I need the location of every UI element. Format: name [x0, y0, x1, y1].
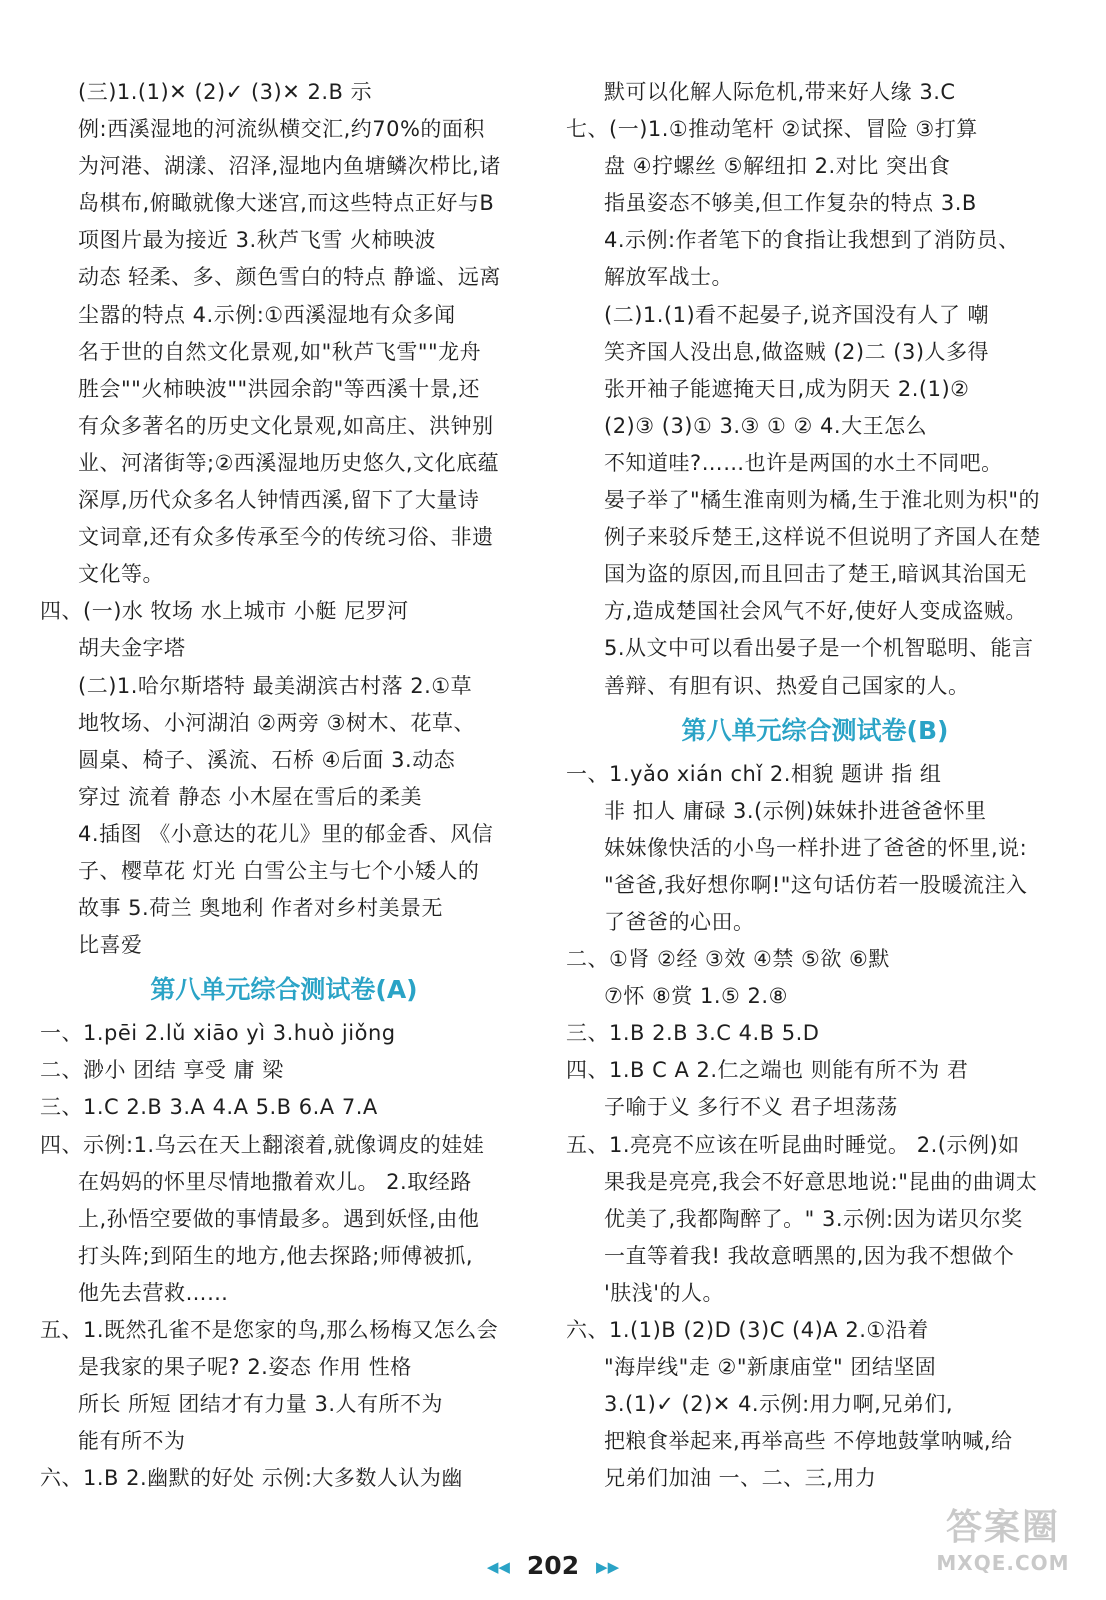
answer-line: 在妈妈的怀里尽情地撒着欢儿。 2.取经路 [78, 1169, 472, 1194]
answer-line: 晏子举了"橘生淮南则为橘,生于淮北则为枳"的 [604, 488, 1040, 513]
answer-line: 四、(一)水 牧场 水上城市 小艇 尼罗河 [40, 599, 409, 624]
answer-line: 七、(一)1.①推动笔杆 ②试探、冒险 ③打算 [566, 117, 978, 142]
answer-line: 深厚,历代众多名人钟情西溪,留下了大量诗 [78, 488, 480, 513]
answer-line: 文化等。 [78, 562, 164, 587]
answer-line: 名于世的自然文化景观,如"秋芦飞雪""龙舟 [78, 339, 482, 364]
answer-line: 5.从文中可以看出晏子是一个机智聪明、能言 [604, 636, 1034, 661]
answer-line: 三、1.C 2.B 3.A 4.A 5.B 6.A 7.A [40, 1095, 378, 1120]
answer-line: 3.(1)✓ (2)✕ 4.示例:用力啊,兄弟们, [604, 1392, 954, 1417]
answer-line: 善辩、有胆有识、热爱自己国家的人。 [604, 673, 970, 698]
answer-line: 默可以化解人际危机,带来好人缘 3.C [604, 80, 956, 104]
answer-line: 五、1.既然孔雀不是您家的鸟,那么杨梅又怎么会 [40, 1318, 499, 1342]
answer-line: 所长 所短 团结才有力量 3.人有所不为 [78, 1392, 444, 1417]
answer-line: 了爸爸的心田。 [604, 909, 755, 934]
answer-line: 业、河渚街等;②西溪湿地历史悠久,文化底蕴 [78, 450, 500, 475]
answer-line: 4.示例:作者笔下的食指让我想到了消防员、 [604, 228, 1020, 253]
answer-line: 解放军战士。 [604, 265, 733, 290]
next-arrows-icon: ▶▶ [596, 1558, 620, 1576]
answer-line: 穿过 流着 静态 小木屋在雪后的柔美 [78, 784, 423, 809]
answer-line: (2)③ (3)① 3.③ ① ② 4.大王怎么 [604, 413, 928, 438]
heading-unit8-test-a: 第八单元综合测试卷(A) [150, 975, 418, 1005]
answer-line: ⑦怀 ⑧赏 1.⑤ 2.⑧ [604, 984, 788, 1009]
answer-line: (三)1.(1)✕ (2)✓ (3)✕ 2.B 示 [78, 80, 373, 104]
answer-line: 是我家的果子呢? 2.姿态 作用 性格 [78, 1355, 412, 1380]
answer-line: 胡夫金字塔 [78, 636, 186, 661]
answer-line: 动态 轻柔、多、颜色雪白的特点 静谧、远离 [78, 265, 501, 290]
answer-line: 指虽姿态不够美,但工作复杂的特点 3.B [604, 191, 977, 216]
answer-line: 胜会""火柿映波""洪园余韵"等西溪十景,还 [78, 376, 480, 401]
answer-line: 子、樱草花 灯光 白雪公主与七个小矮人的 [78, 858, 480, 883]
answer-line: 四、1.B C A 2.仁之端也 则能有所不为 君 [566, 1058, 969, 1083]
answer-line: 例子来驳斥楚王,这样说不但说明了齐国人在楚 [604, 525, 1042, 550]
answer-line: '肤浅'的人。 [604, 1280, 725, 1305]
answer-line: 为河港、湖漾、沼泽,湿地内鱼塘鳞次栉比,诸 [78, 154, 501, 179]
watermark-text: 答案圈 [945, 1507, 1060, 1548]
answer-line: 优美了,我都陶醉了。" 3.示例:因为诺贝尔奖 [604, 1206, 1023, 1231]
answer-line: 果我是亮亮,我会不好意思地说:"昆曲的曲调太 [604, 1169, 1038, 1194]
answer-line: 六、1.(1)B (2)D (3)C (4)A 2.①沿着 [566, 1318, 929, 1342]
answer-line: 一、1.yǎo xián chǐ 2.相貌 题讲 指 组 [566, 761, 942, 786]
answer-line: 非 扣人 庸碌 3.(示例)妹妹扑进爸爸怀里 [604, 798, 987, 823]
answer-line: 故事 5.荷兰 奥地利 作者对乡村美景无 [78, 896, 444, 921]
heading-unit8-test-b: 第八单元综合测试卷(B) [681, 715, 949, 745]
answer-line: 4.插图 《小意达的花儿》里的郁金香、风信 [78, 821, 494, 846]
answer-line: 张开袖子能遮掩天日,成为阴天 2.(1)② [604, 376, 970, 401]
answer-line: (二)1.哈尔斯塔特 最美湖滨古村落 2.①草 [78, 673, 473, 698]
left-answers-block-1 [40, 74, 528, 964]
answer-line: 三、1.B 2.B 3.C 4.B 5.D [566, 1021, 820, 1046]
answer-line: 岛棋布,俯瞰就像大迷宫,而这些特点正好与B [78, 191, 495, 216]
answer-line: (二)1.(1)看不起晏子,说齐国没有人了 嘲 [604, 302, 990, 327]
answer-line: 项图片最为接近 3.秋芦飞雪 火柿映波 [78, 228, 436, 253]
answer-line: 比喜爱 [78, 933, 143, 958]
answer-line: 国为盗的原因,而且回击了楚王,暗讽其治国无 [604, 562, 1027, 587]
right-column [566, 74, 1064, 1497]
answer-line: 方,造成楚国社会风气不好,使好人变成盗贼。 [604, 599, 1027, 624]
answer-line: 地牧场、小河湖泊 ②两旁 ③树木、花草、 [78, 710, 476, 735]
answer-line: 有众多著名的历史文化景观,如高庄、洪钟别 [78, 413, 494, 438]
answer-line: 圆桌、椅子、溪流、石桥 ④后面 3.动态 [78, 747, 456, 772]
answer-line: 二、渺小 团结 享受 庸 梁 [40, 1058, 284, 1083]
answer-line: 文词章,还有众多传承至今的传统习俗、非遗 [78, 525, 494, 550]
answer-line: 打头阵;到陌生的地方,他去探路;师傅被抓, [78, 1243, 473, 1268]
answer-line: 一、1.pēi 2.lǔ xiāo yì 3.huò jiǒng [40, 1021, 396, 1046]
answer-line: 子喻于义 多行不义 君子坦荡荡 [604, 1095, 898, 1120]
prev-arrows-icon: ◀◀ [486, 1558, 510, 1576]
answer-line: 他先去营救…… [78, 1280, 229, 1305]
answer-line: 四、示例:1.乌云在天上翻滚着,就像调皮的娃娃 [40, 1132, 485, 1157]
answer-line: 妹妹像快活的小鸟一样扑进了爸爸的怀里,说: [604, 835, 1028, 860]
answer-line: 兄弟们加油 一、二、三,用力 [604, 1466, 877, 1491]
answer-line: 笑齐国人没出息,做盗贼 (2)二 (3)人多得 [604, 339, 990, 364]
answer-line: 一直等着我! 我故意晒黑的,因为我不想做个 [604, 1243, 1015, 1268]
answer-line: 能有所不为 [78, 1429, 186, 1454]
page-number: 202 [526, 1551, 580, 1580]
answer-line: "海岸线"走 ②"新康庙堂" 团结坚固 [604, 1355, 937, 1380]
right-answers-block-2 [566, 756, 1064, 1498]
answer-line: 二、①肾 ②经 ③效 ④禁 ⑤欲 ⑥默 [566, 947, 890, 972]
answer-line: 把粮食举起来,再举高些 不停地鼓掌呐喊,给 [604, 1429, 1013, 1454]
watermark-url: MXQE.COM [936, 1551, 1070, 1575]
left-answers-block-2 [40, 1015, 528, 1497]
answer-line: 五、1.亮亮不应该在听昆曲时睡觉。 2.(示例)如 [566, 1132, 1020, 1157]
answer-line: "爸爸,我好想你啊!"这句话仿若一股暖流注入 [604, 872, 1028, 897]
answer-line: 上,孙悟空要做的事情最多。遇到妖怪,由他 [78, 1206, 480, 1231]
answer-line: 例:西溪湿地的河流纵横交汇,约70%的面积 [78, 117, 485, 142]
right-answers-block-1 [566, 74, 1064, 705]
answer-line: 六、1.B 2.幽默的好处 示例:大多数人认为幽 [40, 1466, 463, 1491]
answer-line: 不知道哇?……也许是两国的水土不同吧。 [604, 450, 1003, 475]
watermark-logo [918, 1506, 1088, 1586]
answer-line: 尘嚣的特点 4.示例:①西溪湿地有众多闻 [78, 302, 456, 327]
left-column [40, 74, 528, 1497]
answer-line: 盘 ④拧螺丝 ⑤解纽扣 2.对比 突出食 [604, 154, 951, 179]
